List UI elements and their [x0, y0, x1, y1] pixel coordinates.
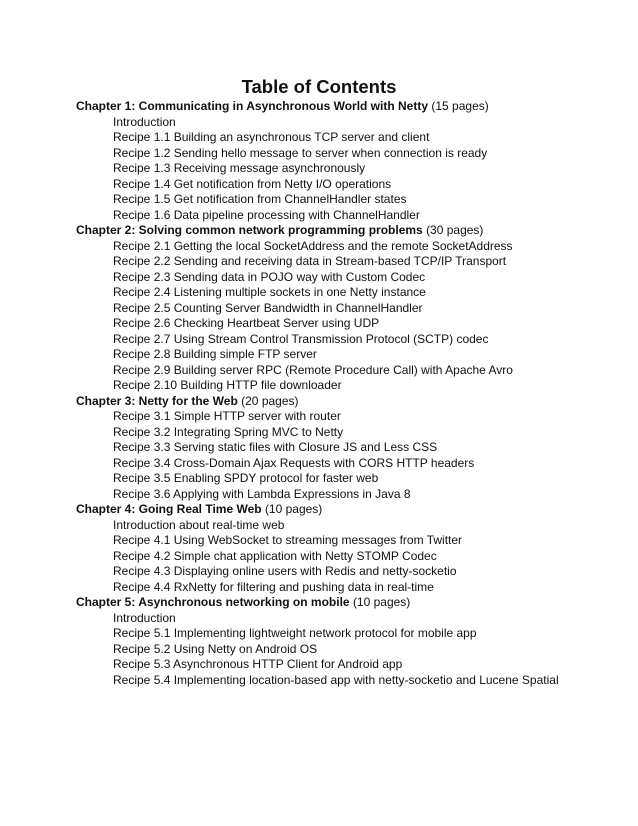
chapter-heading: [76, 502, 636, 518]
chapter-1: [76, 99, 636, 223]
toc-entry: Introduction about real-time web: [113, 517, 285, 532]
chapter-title: Chapter 5: Asynchronous networking on mobile: [76, 595, 350, 609]
toc-entry: Introduction: [113, 114, 176, 129]
chapter-4: [76, 502, 636, 595]
toc-entry: Recipe 4.4 RxNetty for filtering and pushing data in real-time: [113, 579, 434, 594]
toc-entry: Recipe 2.1 Getting the local SocketAddress and the remote SocketAddress: [113, 238, 513, 253]
chapter-title: Chapter 3: Netty for the Web: [76, 393, 238, 408]
toc-entry: Introduction: [113, 610, 176, 625]
toc-entry: Recipe 4.2 Simple chat application with Netty STOMP Codec: [113, 548, 437, 563]
toc-entry: Recipe 5.3 Asynchronous HTTP Client for Android app: [113, 657, 403, 671]
chapter-heading: [76, 394, 636, 410]
toc-entry: Recipe 1.3 Receiving message asynchronously: [113, 161, 366, 175]
toc-entry: Recipe 3.4 Cross-Domain Ajax Requests with CORS HTTP headers: [113, 455, 475, 470]
toc-entry: Recipe 1.6 Data pipeline processing with ChannelHandler: [113, 207, 420, 222]
chapter-3: [76, 394, 636, 503]
toc-entry: Recipe 5.4 Implementing location-based app with netty-socketio and Lucene Spatial: [113, 672, 559, 687]
toc-entry: Recipe 2.4 Listening multiple sockets in one Netty instance: [113, 285, 426, 299]
chapter-page-count: (30 pages): [426, 223, 484, 237]
toc-entry: Recipe 3.2 Integrating Spring MVC to Netty: [113, 424, 344, 439]
toc-entry: Recipe 2.2 Sending and receiving data in Stream-based TCP/IP Transport: [113, 254, 507, 268]
toc-entry: Recipe 1.1 Building an asynchronous TCP server and client: [113, 130, 430, 144]
chapter-title: Chapter 1: Communicating in Asynchronous World with Netty: [76, 99, 429, 113]
toc-entry: Recipe 3.3 Serving static files with Closure JS and Less CSS: [113, 440, 438, 454]
toc-entry: Recipe 2.7 Using Stream Control Transmission Protocol (SCTP) codec: [113, 331, 489, 346]
table-of-contents: [76, 99, 636, 688]
toc-entry: Recipe 1.5 Get notification from ChannelHandler states: [113, 192, 407, 206]
toc-entry: Recipe 4.1 Using WebSocket to streaming messages from Twitter: [113, 533, 463, 547]
toc-entry: Recipe 3.1 Simple HTTP server with router: [113, 409, 341, 423]
toc-entry: Recipe 2.9 Building server RPC (Remote Procedure Call) with Apache Avro: [113, 362, 513, 377]
toc-entry: Recipe 1.2 Sending hello message to server when connection is ready: [113, 145, 488, 160]
toc-entry: Recipe 5.2 Using Netty on Android OS: [113, 641, 318, 656]
chapter-page-count: (10 pages): [264, 502, 323, 516]
page-title: Table of Contents: [241, 76, 397, 97]
chapter-5: [76, 595, 636, 688]
chapter-heading: [76, 223, 636, 239]
toc-entry: Recipe 5.1 Implementing lightweight network protocol for mobile app: [113, 626, 477, 640]
toc-entry: Recipe 3.5 Enabling SPDY protocol for faster web: [113, 471, 379, 485]
toc-entry: Recipe 3.6 Applying with Lambda Expressions in Java 8: [113, 486, 411, 501]
chapter-title: Chapter 4: Going Real Time Web: [76, 502, 262, 516]
chapter-page-count: (20 pages): [241, 393, 299, 408]
chapter-title: Chapter 2: Solving common network programming problems: [76, 223, 423, 237]
toc-entry: Recipe 2.6 Checking Heartbeat Server using UDP: [113, 316, 380, 330]
chapter-heading: [76, 595, 636, 611]
chapter-2: [76, 223, 636, 394]
toc-entry: Recipe 1.4 Get notification from Netty I/O operations: [113, 176, 392, 191]
toc-entry: Recipe 4.3 Displaying online users with Redis and netty-socketio: [113, 564, 457, 578]
toc-entry: Recipe 2.3 Sending data in POJO way with Custom Codec: [113, 269, 426, 284]
toc-entry: Recipe 2.10 Building HTTP file downloader: [113, 378, 342, 392]
chapter-page-count: (15 pages): [431, 99, 489, 113]
chapter-heading: [76, 99, 636, 115]
toc-entry: Recipe 2.5 Counting Server Bandwidth in ChannelHandler: [113, 300, 423, 315]
toc-entry: Recipe 2.8 Building simple FTP server: [113, 347, 317, 361]
chapter-page-count: (10 pages): [352, 595, 411, 609]
